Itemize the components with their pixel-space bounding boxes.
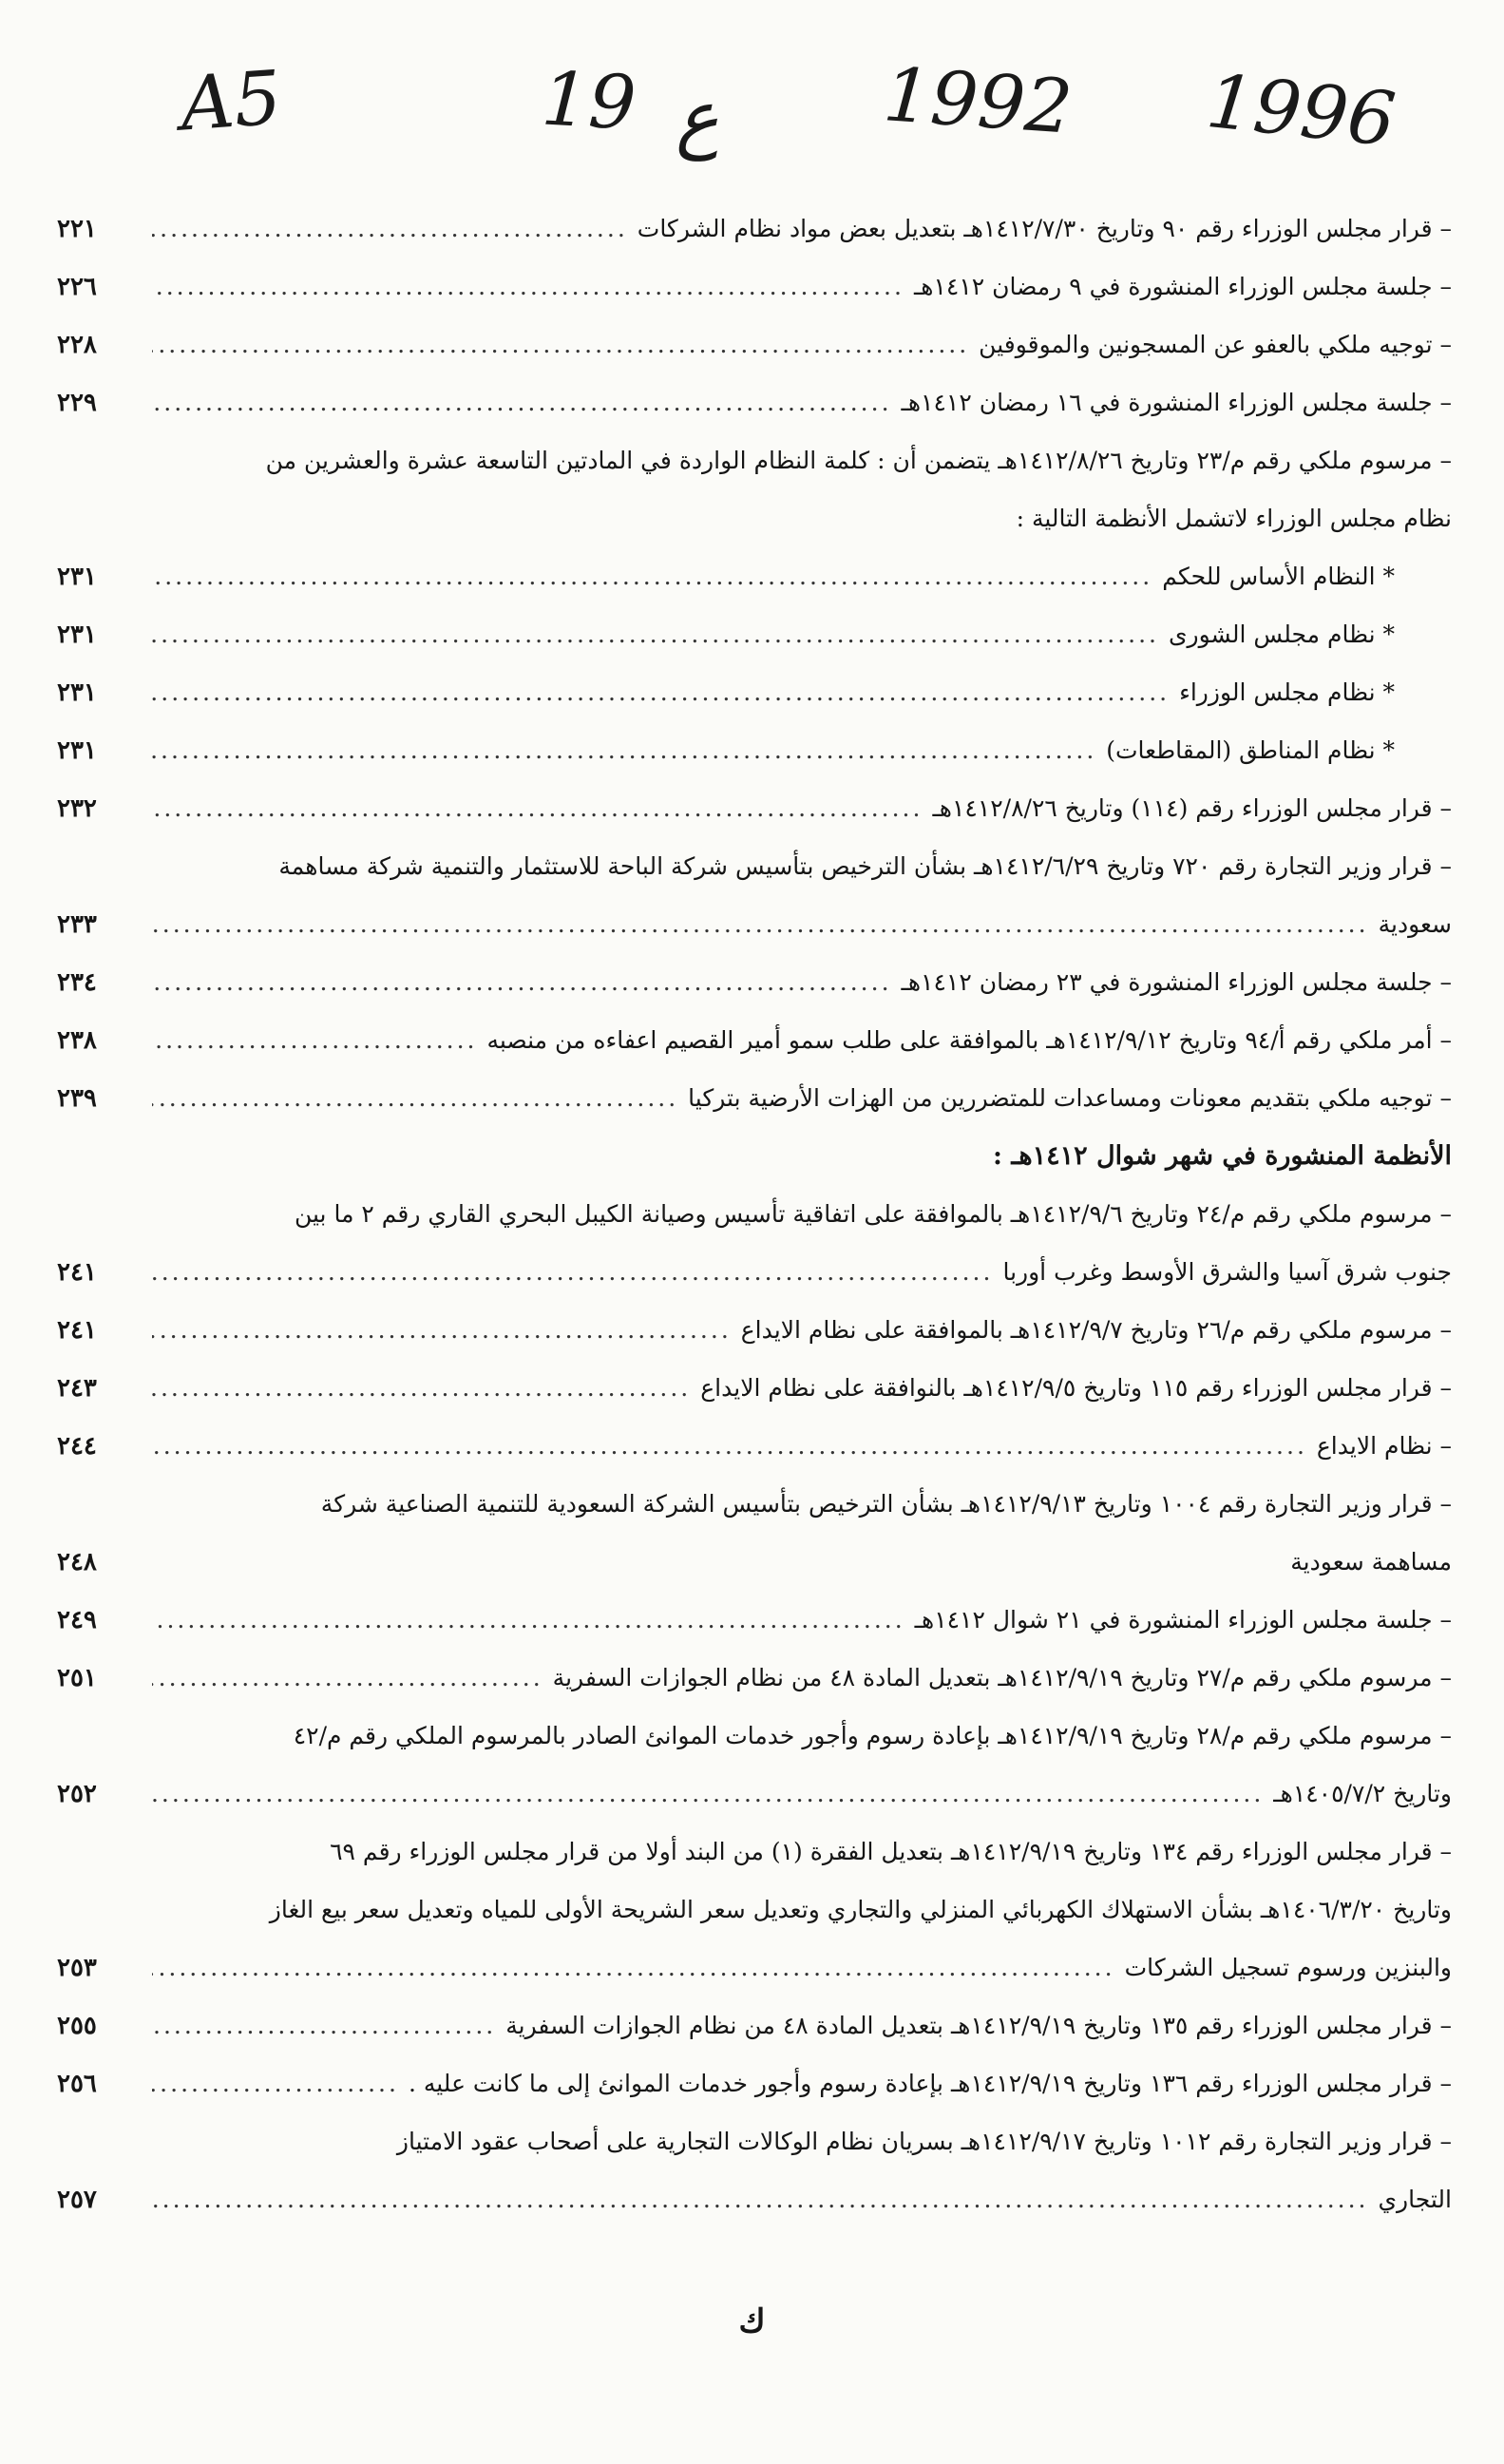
toc-entry <box>57 1069 1452 1127</box>
toc-entry <box>57 1301 1452 1359</box>
toc-entry-text: – قرار مجلس الوزراء رقم ٩٠ وتاريخ ١٤١٢/٧/٣٠هـ بتعديل بعض مواد نظام الشركات <box>637 215 1452 242</box>
toc-page-number: ٢٥٦ <box>57 2070 97 2098</box>
toc-page-number: ٢٥٧ <box>57 2186 97 2214</box>
handwritten-note-3: ع <box>673 75 721 162</box>
toc-entry-text: – مرسوم ملكي رقم م/٢٧ وتاريخ ١٤١٢/٩/١٩هـ بتعديل المادة ٤٨ من نظام الجوازات السفرية <box>552 1664 1452 1691</box>
toc-entry <box>57 1011 1452 1069</box>
toc-page-number: ٢٢٦ <box>57 273 97 301</box>
toc-entry <box>57 779 1452 837</box>
dot-leader <box>152 2170 1368 2228</box>
toc-entry-text: * النظام الأساس للحكم <box>1162 563 1395 590</box>
toc-entry-text: – توجيه ملكي بالعفو عن المسجونين والموقوفين <box>979 331 1452 358</box>
dot-leader <box>152 1011 477 1069</box>
dot-leader <box>152 200 628 258</box>
toc-entry-text: والبنزين ورسوم تسجيل الشركات <box>1124 1954 1452 1981</box>
toc-entry <box>57 2112 1452 2170</box>
toc-page-number: ٢٤١ <box>57 1316 97 1345</box>
toc-entry-text: – جلسة مجلس الوزراء المنشورة في ١٦ رمضان ١٤١٢هـ <box>901 389 1452 416</box>
page-footer-letter: ك <box>738 2302 766 2340</box>
toc-entry <box>57 1649 1452 1707</box>
toc-entry-text: * نظام مجلس الوزراء <box>1179 678 1395 706</box>
toc-entry <box>57 1475 1452 1533</box>
toc-entry-text: وتاريخ ١٤٠٦/٣/٢٠هـ بشأن الاستهلاك الكهربائي المنزلي والتجاري وتعديل سعر الشريحة الأولى للمياه وتعديل سعر بيع الغاز <box>269 1896 1452 1923</box>
toc-entry <box>57 431 1452 489</box>
toc-entry-text: – قرار مجلس الوزراء رقم (١١٤) وتاريخ ١٤١٢/٨/٢٦هـ <box>932 794 1452 822</box>
dot-leader <box>152 373 892 431</box>
toc-entry-text: – قرار وزير التجارة رقم ١٠١٢ وتاريخ ١٤١٢/٩/١٧هـ بسريان نظام الوكالات التجارية على أصحاب عقود الامتياز <box>396 2128 1452 2155</box>
toc-entry <box>57 2054 1452 2112</box>
toc-entry-text: – قرار وزير التجارة رقم ٧٢٠ وتاريخ ١٤١٢/٦/٢٩هـ بشأن الترخيص بتأسيس شركة الباحة للاستثمار والتنمية شركة مساهمة <box>278 852 1452 880</box>
dot-leader <box>152 1996 496 2054</box>
toc-entry-text: جنوب شرق آسيا والشرق الأوسط وغرب أوربا <box>1002 1258 1452 1286</box>
toc-entry <box>57 837 1452 895</box>
toc-entry-text: – قرار مجلس الوزراء رقم ١٣٤ وتاريخ ١٤١٢/٩/١٩هـ بتعديل الفقرة (١) من البند أولا من قرار مجلس الوزراء رقم ٦٩ <box>330 1838 1452 1865</box>
toc-page-number: ٢٢٩ <box>57 389 97 417</box>
toc-page-number: ٢٥٥ <box>57 2012 97 2040</box>
toc-page-number: ٢٣٢ <box>57 794 97 823</box>
toc-entry <box>57 258 1452 315</box>
toc-entry-text: – مرسوم ملكي رقم م/٢٤ وتاريخ ١٤١٢/٩/٦هـ بالموافقة على اتفاقية تأسيس وصيانة الكيبل البحري القاري رقم ٢ ما بين <box>294 1200 1452 1228</box>
toc-entry <box>57 489 1452 547</box>
dot-leader <box>152 895 1369 953</box>
section-heading <box>57 1127 1452 1185</box>
toc-entry-text: سعودية <box>1378 910 1452 938</box>
toc-entry <box>57 547 1452 605</box>
toc-page-number: ٢٢١ <box>57 215 97 243</box>
dot-leader <box>152 1069 678 1127</box>
toc-page-number: ٢٣٣ <box>57 910 97 939</box>
toc-entry-text: – قرار مجلس الوزراء رقم ١٣٥ وتاريخ ١٤١٢/٩/١٩هـ بتعديل المادة ٤٨ من نظام الجوازات السفرية <box>505 2012 1452 2039</box>
toc-entry <box>57 1359 1452 1417</box>
toc-entry-text: – قرار وزير التجارة رقم ١٠٠٤ وتاريخ ١٤١٢/٩/١٣هـ بشأن الترخيص بتأسيس الشركة السعودية للتنمية الصناعية شركة <box>320 1490 1452 1518</box>
toc-entry <box>57 1591 1452 1649</box>
toc-entry-text: – قرار مجلس الوزراء رقم ١٣٦ وتاريخ ١٤١٢/٩/١٩هـ بإعادة رسوم وأجور خدمات الموانئ إلى ما كانت عليه . <box>408 2070 1452 2097</box>
toc-entry <box>57 1533 1452 1591</box>
toc-page-number: ٢٥٢ <box>57 1780 97 1808</box>
toc-entry-text: – قرار مجلس الوزراء رقم ١١٥ وتاريخ ١٤١٢/٩/٥هـ بالنوافقة على نظام الايداع <box>700 1374 1452 1402</box>
toc-entry <box>57 663 1452 721</box>
toc-entry-text: – جلسة مجلس الوزراء المنشورة في ٢١ شوال ١٤١٢هـ <box>914 1606 1452 1633</box>
dot-leader <box>152 1649 543 1707</box>
toc-entry <box>57 605 1452 663</box>
dot-leader <box>152 315 969 373</box>
toc-page-number: ٢٤١ <box>57 1258 97 1287</box>
toc-entry-text: الأنظمة المنشورة في شهر شوال ١٤١٢هـ : <box>993 1141 1452 1171</box>
handwritten-note-2: 19 <box>539 56 638 147</box>
toc-entry-text: – نظام الايداع <box>1316 1432 1452 1460</box>
toc-entry <box>57 1185 1452 1243</box>
toc-entry-text: – توجيه ملكي بتقديم معونات ومساعدات للمتضررين من الهزات الأرضية بتركيا <box>688 1084 1452 1112</box>
dot-leader <box>152 663 1170 721</box>
toc-entry <box>57 1996 1452 2054</box>
toc-page-number: ٢٥١ <box>57 1664 97 1692</box>
toc-entry-text: * نظام مجلس الشورى <box>1168 621 1395 648</box>
toc-entry <box>57 895 1452 953</box>
toc-entry <box>57 1881 1452 1939</box>
toc-page-number: ٢٣٤ <box>57 968 97 997</box>
toc-page-number: ٢٤٣ <box>57 1374 97 1403</box>
toc-entry <box>57 1939 1452 1996</box>
toc-page-number: ٢٥٣ <box>57 1954 97 1982</box>
toc-page-number: ٢٣١ <box>57 563 97 591</box>
dot-leader <box>152 721 1096 779</box>
toc-page-number: ٢٤٩ <box>57 1606 97 1634</box>
toc-page-number: ٢٣١ <box>57 621 97 649</box>
toc-entry-text: نظام مجلس الوزراء لاتشمل الأنظمة التالية : <box>1016 505 1452 532</box>
toc-entry-text: – جلسة مجلس الوزراء المنشورة في ٩ رمضان ١٤١٢هـ <box>913 273 1452 300</box>
dot-leader <box>152 2054 399 2112</box>
toc-entry <box>57 315 1452 373</box>
dot-leader <box>152 605 1159 663</box>
toc-entry-text: مساهمة سعودية <box>1290 1548 1452 1576</box>
dot-leader <box>152 1359 691 1417</box>
dot-leader <box>152 1417 1307 1475</box>
dot-leader <box>152 258 904 315</box>
toc-entry <box>57 2170 1452 2228</box>
handwritten-annotation <box>177 52 1399 164</box>
dot-leader <box>152 1765 1264 1823</box>
table-of-contents <box>57 200 1452 2228</box>
toc-page-number: ٢٣١ <box>57 678 97 707</box>
dot-leader <box>152 1243 993 1301</box>
dot-leader <box>152 1939 1115 1996</box>
toc-entry <box>57 1417 1452 1475</box>
toc-entry <box>57 1243 1452 1301</box>
toc-entry-text: – مرسوم ملكي رقم م/٢٨ وتاريخ ١٤١٢/٩/١٩هـ بإعادة رسوم وأجور خدمات الموانئ الصادر بالمرسوم الملكي رقم م/٤٢ <box>293 1722 1452 1749</box>
toc-entry-text: – مرسوم ملكي رقم م/٢٣ وتاريخ ١٤١٢/٨/٢٦هـ يتضمن أن : كلمة النظام الواردة في المادتين التاسعة عشرة والعشرين من <box>265 447 1452 474</box>
toc-entry-text: – أمر ملكي رقم أ/٩٤ وتاريخ ١٤١٢/٩/١٢هـ بالموافقة على طلب سمو أمير القصيم اعفاءه من منصبه <box>486 1026 1452 1054</box>
toc-page-number: ٢٣٨ <box>57 1026 97 1055</box>
toc-entry-text: – مرسوم ملكي رقم م/٢٦ وتاريخ ١٤١٢/٩/٧هـ بالموافقة على نظام الايداع <box>740 1316 1452 1344</box>
toc-entry <box>57 1823 1452 1881</box>
toc-page-number: ٢٤٨ <box>57 1548 97 1576</box>
toc-page-number: ٢٤٤ <box>57 1432 97 1461</box>
dot-leader <box>152 953 892 1011</box>
dot-leader <box>152 547 1152 605</box>
toc-entry <box>57 1707 1452 1765</box>
dot-leader <box>152 1301 732 1359</box>
toc-entry <box>57 1765 1452 1823</box>
toc-page-number: ٢٣١ <box>57 736 97 765</box>
toc-entry-text: التجاري <box>1378 2186 1452 2213</box>
handwritten-note-1: A5 <box>177 55 284 148</box>
handwritten-note-4: 1992 <box>881 52 1076 151</box>
toc-entry-text: وتاريخ ١٤٠٥/٧/٢هـ <box>1273 1780 1452 1807</box>
handwritten-note-5: 1996 <box>1202 58 1399 164</box>
toc-entry <box>57 200 1452 258</box>
toc-page-number: ٢٣٩ <box>57 1084 97 1113</box>
toc-page-number: ٢٢٨ <box>57 331 97 359</box>
toc-entry <box>57 373 1452 431</box>
dot-leader <box>152 1591 905 1649</box>
toc-entry-text: – جلسة مجلس الوزراء المنشورة في ٢٣ رمضان ١٤١٢هـ <box>901 968 1452 996</box>
toc-entry <box>57 953 1452 1011</box>
dot-leader <box>152 779 923 837</box>
toc-entry-text: * نظام المناطق (المقاطعات) <box>1106 736 1395 764</box>
toc-entry <box>57 721 1452 779</box>
